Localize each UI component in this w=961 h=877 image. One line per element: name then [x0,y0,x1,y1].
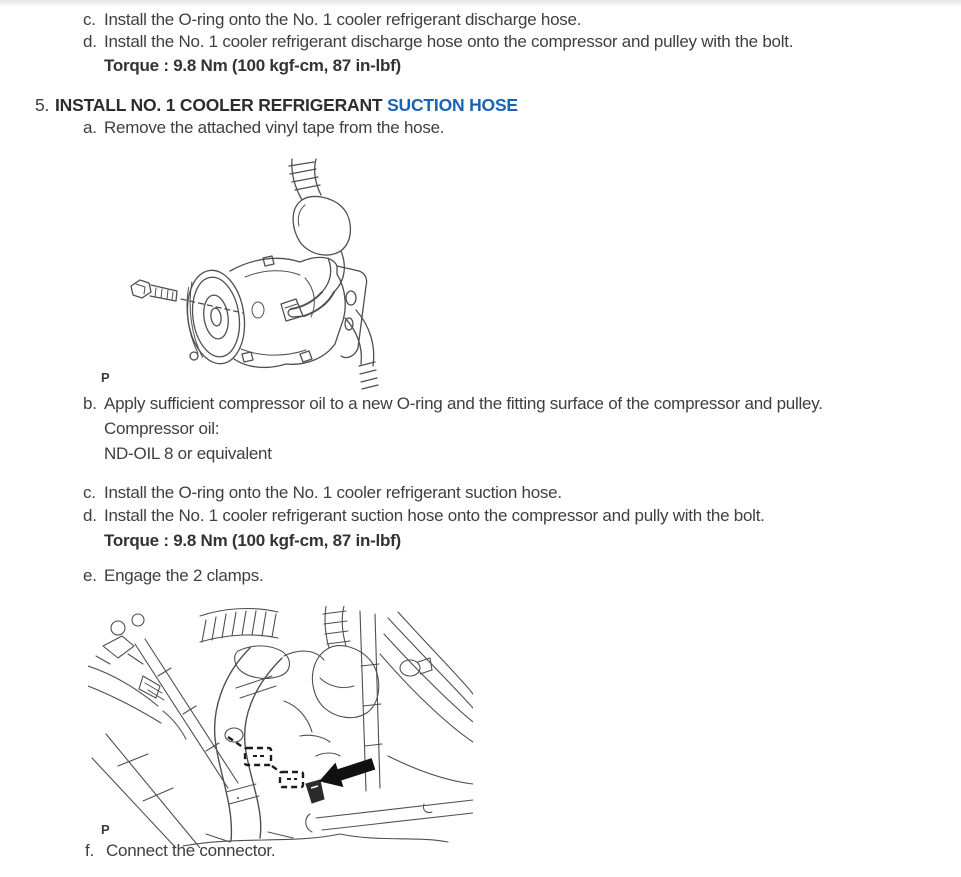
figure-compressor-hose [95,158,415,393]
substep-letter: c. [83,483,96,502]
substep-text: Install the No. 1 cooler refrigerant suction hose onto the compressor and pully with the bolt. [104,506,765,525]
substep-text: Engage the 2 clamps. [104,566,264,585]
substep-letter: b. [83,394,97,413]
step5-heading [35,96,518,115]
compressor-diagram-svg [95,158,415,393]
connector-shape [306,780,324,803]
substep-text: Apply sufficient compressor oil to a new O-ring and the fitting surface of the compressor and pulley. [104,394,823,413]
figure2-label: P [101,822,110,837]
figure-engine-clamps [88,606,473,848]
substep-line [83,483,562,502]
step-number: 5. [35,95,50,115]
torque-spec: Torque : 9.8 Nm (100 kgf-cm, 87 in-lbf) [104,531,401,550]
substep-line [83,566,263,585]
substep-text: Install the O-ring onto the No. 1 cooler refrigerant discharge hose. [104,10,582,29]
substep-letter: d. [83,506,97,525]
engine-diagram-svg [88,606,473,848]
substep-line [83,10,581,29]
substep-letter: e. [83,566,97,585]
substep-line [83,32,793,51]
substep-letter: c. [83,10,96,29]
substep-letter: a. [83,118,97,137]
substep-text: Connect the connector. [106,841,276,860]
substep-letter: f. [85,841,94,860]
suction-hose-link[interactable]: SUCTION HOSE [387,95,518,115]
step-title: INSTALL NO. 1 COOLER REFRIGERANT [55,95,388,115]
substep-letter: d. [83,32,97,51]
page-top-shadow [0,0,961,7]
substep-line [83,506,765,525]
substep-text: Install the No. 1 cooler refrigerant discharge hose onto the compressor and pulley with the bolt. [104,32,794,51]
torque-spec: Torque : 9.8 Nm (100 kgf-cm, 87 in-lbf) [104,56,401,75]
substep-line [83,394,823,413]
substep-text: Install the O-ring onto the No. 1 cooler refrigerant suction hose. [104,483,562,502]
substep-line [85,841,275,860]
compressor-oil-value: ND-OIL 8 or equivalent [104,444,272,463]
compressor-oil-label: Compressor oil: [104,419,220,438]
substep-text: Remove the attached vinyl tape from the hose. [104,118,445,137]
pointer-arrow [320,759,375,787]
substep-line [83,118,444,137]
figure1-label: P [101,370,110,385]
